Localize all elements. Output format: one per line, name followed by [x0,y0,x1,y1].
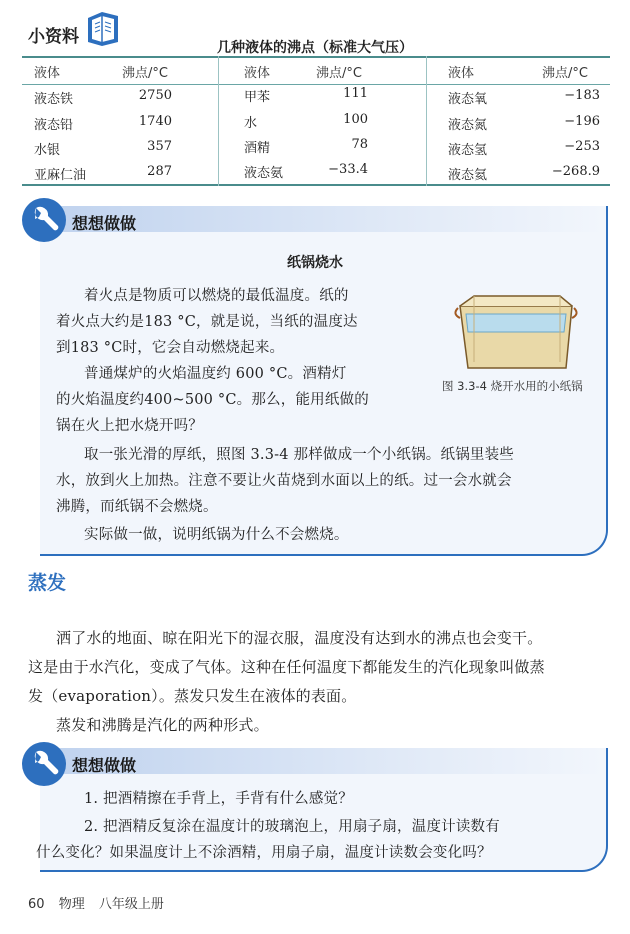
table-cell-liquid: 液态铅 [34,118,74,133]
table-cell-value: 78 [351,137,368,152]
wrench-icon [20,740,68,788]
paragraph: 着火点是物质可以燃烧的最低温度。纸的 [84,288,349,304]
question-item: 1. 把酒精擦在手背上，手背有什么感觉？ [84,791,353,807]
figure-caption: 图 3.3-4 烧开水用的小纸锅 [442,379,583,393]
table-cell-liquid: 水 [244,116,258,131]
table-title: 几种液体的沸点（标准大气压） [217,40,413,56]
table-cell-value: −183 [564,88,600,103]
boiling-point-table [22,56,610,186]
page-footer [28,893,174,912]
table-cell-value: −268.9 [551,164,600,179]
section-title: 蒸发 [28,572,67,594]
header-bp: 沸点/°C [122,66,168,81]
table-cell-value: −253 [564,139,600,154]
question-item: 什么变化？如果温度计上不涂酒精，用扇子扇，温度计读数会变化吗？ [36,845,492,861]
wrench-icon [20,196,68,244]
table-cell-liquid: 甲苯 [244,90,271,105]
paragraph: 蒸发和沸腾是汽化的两种形式。 [56,716,269,734]
activity-title: 想想做做 [72,756,137,775]
info-label: 小资料 [28,27,79,47]
table-cell-liquid: 液态氧 [448,92,488,107]
table-cell-value: 111 [343,86,368,101]
table-cell-value: 2750 [138,88,172,103]
table-cell-value: −196 [564,114,600,129]
table-cell-value: 100 [343,112,368,127]
grade: 八年级上册 [98,897,164,912]
table-cell-liquid: 亚麻仁油 [34,168,87,183]
header-bp: 沸点/°C [542,66,588,81]
table-cell-liquid: 液态氨 [244,166,284,181]
table-cell-value: 1740 [138,114,172,129]
activity-title: 想想做做 [72,214,137,233]
table-cell-liquid: 液态铁 [34,92,74,107]
table-cell-liquid: 水银 [34,143,61,158]
table-cell-liquid: 液态氢 [448,143,488,158]
table-cell-value: 357 [147,139,172,154]
paragraph: 的火焰温度约400~500 °C。那么，能用纸做的 锅在火上把水烧开吗？ [56,392,369,434]
table-cell-liquid: 液态氮 [448,118,488,133]
header-liquid: 液体 [34,66,61,81]
paragraph: 洒了水的地面、晾在阳光下的湿衣服，温度没有达到水的沸点也会变干。 [56,629,543,647]
table-cell-liquid: 液态氦 [448,168,488,183]
table-cell-value: −33.4 [328,162,368,177]
header-liquid: 液体 [448,66,475,81]
paragraph: 水，放到火上加热。注意不要让火苗烧到水面以上的纸。过一会水就会 沸腾，而纸锅不会燃烧。 [56,473,512,515]
table-cell-liquid: 酒精 [244,141,271,156]
paragraph: 着火点大约是183 °C，就是说，当纸的温度达 到183 °C时，它会自动燃烧起来。 [56,314,358,356]
question-item: 2. 把酒精反复涂在温度计的玻璃泡上，用扇子扇，温度计读数有 [84,819,500,835]
header-bp: 沸点/°C [316,66,362,81]
subject: 物理 [58,897,85,912]
paper-pot-illustration [452,292,580,376]
paragraph: 这是由于水汽化，变成了气体。这种在任何温度下都能发生的汽化现象叫做蒸 发（evaporation）。蒸发只发生在液体的表面。 [28,658,545,705]
activity-subtitle: 纸锅烧水 [287,255,343,271]
page-number: 60 [28,897,45,912]
paragraph: 取一张光滑的厚纸，照图 3.3-4 那样做成一个小纸锅。纸锅里装些 [84,447,515,463]
paragraph: 普通煤炉的火焰温度约 600 °C。酒精灯 [84,366,347,382]
table-cell-value: 287 [147,164,172,179]
header-liquid: 液体 [244,66,271,81]
paragraph: 实际做一做，说明纸锅为什么不会燃烧。 [84,527,349,543]
